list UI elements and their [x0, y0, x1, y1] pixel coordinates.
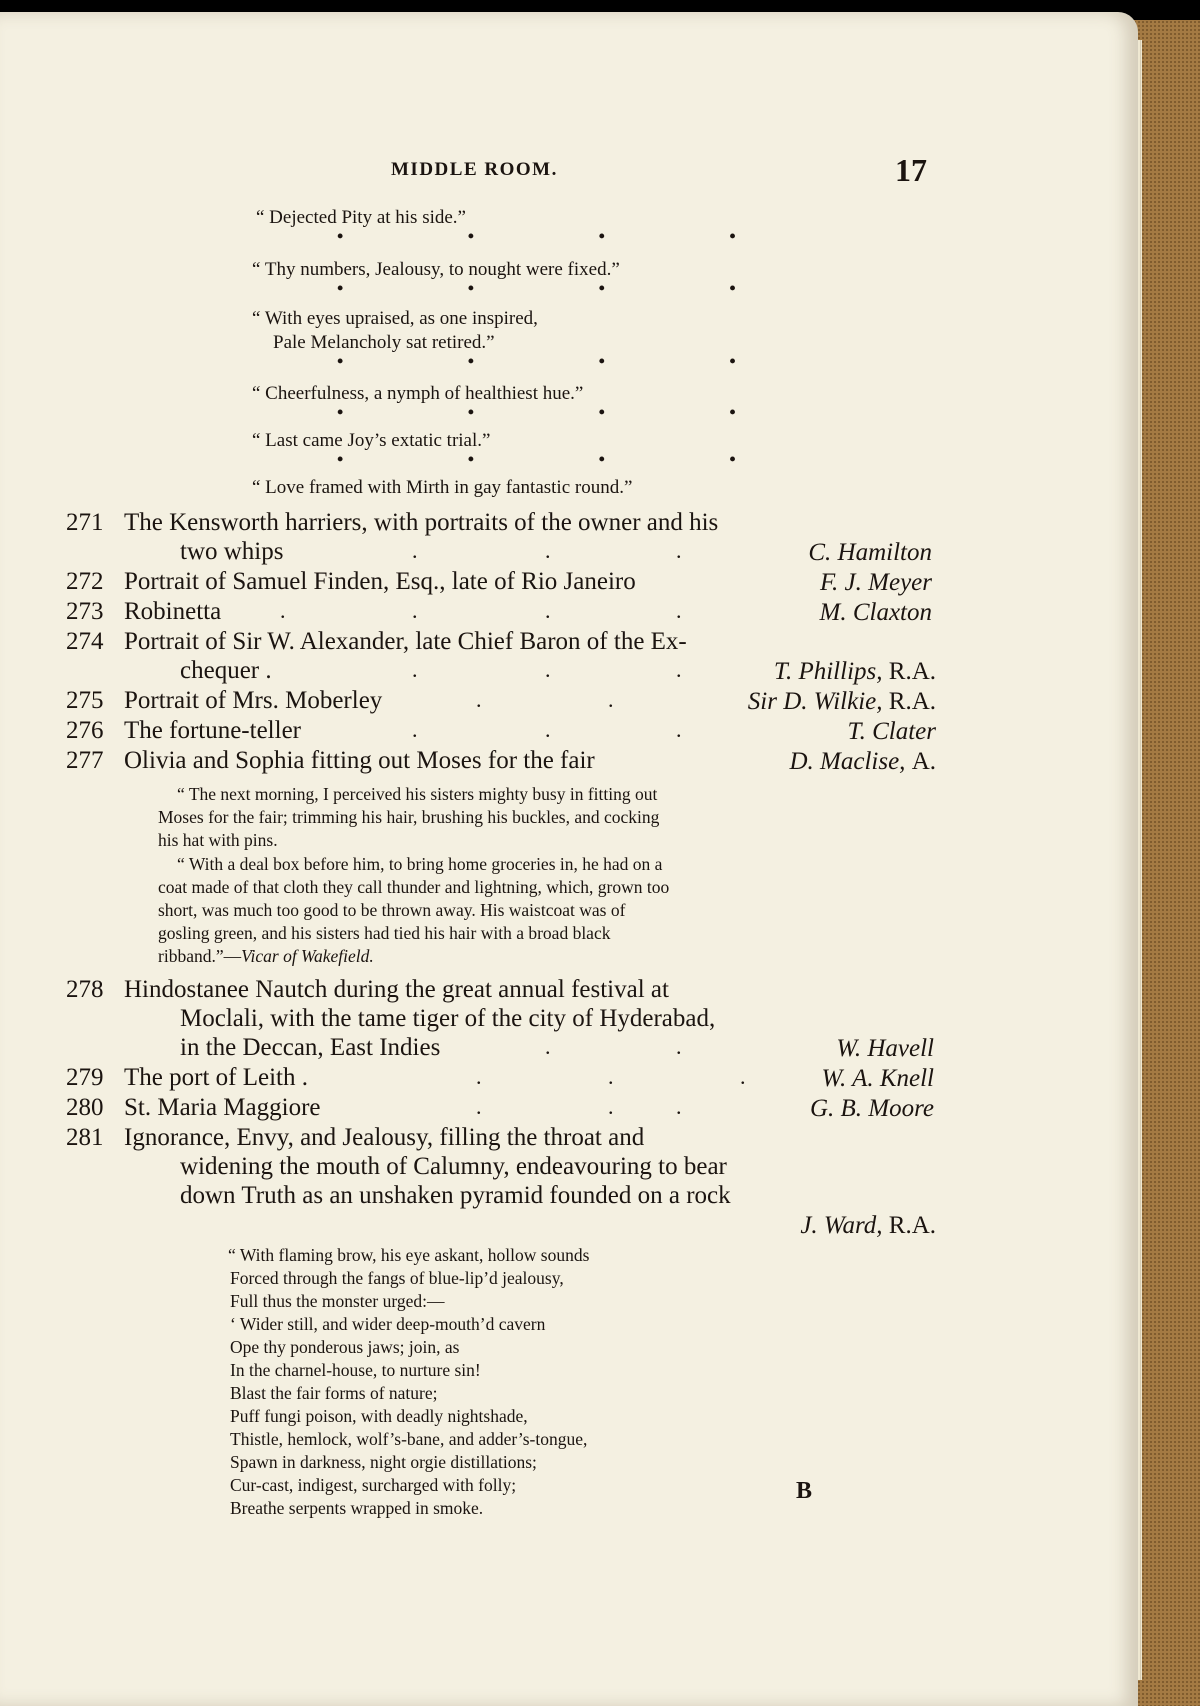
note-line: gosling green, and his sisters had tied his hair with a broad black — [158, 923, 611, 943]
leader-dot: . — [608, 1064, 614, 1089]
quote-line: “ Dejected Pity at his side.” — [256, 207, 466, 228]
entry-title: down Truth as an unshaken pyramid founded on a rock — [180, 1182, 731, 1209]
quote-line: “ Love framed with Mirth in gay fantastic round.” — [252, 477, 633, 498]
entry-number: 274 — [66, 628, 104, 655]
book-page — [0, 12, 1138, 1706]
poem-line: Ope thy ponderous jaws; join, as — [230, 1337, 460, 1357]
entry-title: Portrait of Samuel Finden, Esq., late of Rio Janeiro — [124, 568, 636, 595]
note-line: his hat with pins. — [158, 830, 278, 850]
entry-number: 275 — [66, 687, 104, 714]
artist-name: F. J. Meyer — [820, 569, 932, 596]
poem-line: In the charnel-house, to nurture sin! — [230, 1360, 481, 1380]
ellipsis-dots: • • • • — [337, 402, 796, 422]
entry-number: 280 — [66, 1094, 104, 1121]
leader-dot: . — [676, 1034, 682, 1059]
leader-dot: . — [676, 1094, 682, 1119]
entry-title: Moclali, with the tame tiger of the city of Hyderabad, — [180, 1005, 716, 1032]
entry-title: The port of Leith . — [124, 1064, 308, 1091]
entry-title: widening the mouth of Calumny, endeavouring to bear — [180, 1153, 727, 1180]
artist-name: G. B. Moore — [809, 1095, 934, 1122]
entry-title: The Kensworth harriers, with portraits of the owner and his — [124, 509, 719, 536]
entry-title: Robinetta — [124, 598, 222, 625]
note-line: coat made of that cloth they call thunder and lightning, which, grown too — [158, 877, 670, 897]
poem-line: Thistle, hemlock, wolf’s-bane, and adder’s-tongue, — [230, 1429, 588, 1449]
poem-line: Breathe serpents wrapped in smoke. — [230, 1498, 484, 1518]
entry-number: 272 — [66, 568, 104, 595]
quote-line: “ With eyes upraised, as one inspired, — [252, 308, 538, 329]
signature-mark: B — [796, 1478, 813, 1504]
note-line: “ With a deal box before him, to bring home groceries in, he had on a — [177, 854, 663, 874]
poem-line: Spawn in darkness, night orgie distillations; — [230, 1452, 537, 1472]
leader-dot: . — [476, 1064, 482, 1089]
poem-line: ‘ Wider still, and wider deep-mouth’d cavern — [230, 1314, 546, 1334]
entry-title: chequer . — [180, 657, 272, 684]
ellipsis-dots: • • • • — [337, 226, 796, 246]
artist-name: W. Havell — [836, 1035, 934, 1062]
entry-number: 273 — [66, 598, 104, 625]
leader-dot: . — [545, 1034, 551, 1059]
quote-line: “ Thy numbers, Jealousy, to nought were fixed.” — [252, 259, 620, 280]
note-line: short, was much too good to be thrown away. His waistcoat was of — [158, 900, 626, 920]
entry-title: The fortune-teller — [124, 717, 301, 744]
leader-dot: . — [412, 598, 418, 623]
poem-line: Full thus the monster urged:— — [230, 1291, 445, 1311]
poem-line: Forced through the fangs of blue-lip’d jealousy, — [230, 1268, 564, 1288]
leader-dot: . — [740, 1064, 746, 1089]
artist-name: T. Phillips, R.A. — [773, 658, 936, 685]
entry-title: Hindostanee Nautch during the great annual festival at — [124, 976, 669, 1003]
artist-name: C. Hamilton — [808, 539, 932, 566]
artist-name: J. Ward, R.A. — [800, 1212, 936, 1239]
artist-name: D. Maclise, A. — [789, 748, 936, 775]
entry-title: Olivia and Sophia fitting out Moses for the fair — [124, 747, 595, 774]
leader-dot: . — [676, 717, 682, 742]
entry-number: 279 — [66, 1064, 104, 1091]
note-line: “ The next morning, I perceived his sisters mighty busy in fitting out — [177, 784, 658, 804]
entry-number: 277 — [66, 747, 104, 774]
poem-line: Puff fungi poison, with deadly nightshade, — [230, 1406, 528, 1426]
leader-dot: . — [608, 1094, 614, 1119]
leader-dot: . — [545, 717, 551, 742]
entry-number: 271 — [66, 509, 104, 536]
artist-name: W. A. Knell — [821, 1065, 934, 1092]
quote-source: Vicar of Wakefield. — [241, 946, 374, 966]
artist-name: T. Clater — [847, 718, 936, 745]
ellipsis-dots: • • • • — [337, 278, 796, 298]
poem-line: Blast the fair forms of nature; — [230, 1383, 438, 1403]
quote-line: Pale Melancholy sat retired.” — [273, 332, 495, 353]
leader-dot: . — [280, 598, 286, 623]
note-line: ribband.”—Vicar of Wakefield. — [158, 946, 374, 966]
ellipsis-dots: • • • • — [337, 449, 796, 469]
entry-number: 278 — [66, 976, 104, 1003]
leader-dot: . — [676, 538, 682, 563]
note-line: Moses for the fair; trimming his hair, brushing his buckles, and cocking — [158, 807, 660, 827]
entry-title: Ignorance, Envy, and Jealousy, filling the throat and — [124, 1124, 645, 1151]
artist-name: M. Claxton — [819, 599, 932, 626]
entry-number: 281 — [66, 1124, 104, 1151]
artist-name: Sir D. Wilkie, R.A. — [747, 688, 936, 715]
entry-title: St. Maria Maggiore — [124, 1094, 321, 1121]
poem-line: “ With flaming brow, his eye askant, hollow sounds — [228, 1245, 590, 1265]
poem-line: Cur-cast, indigest, surcharged with folly; — [230, 1475, 517, 1495]
entry-title: in the Deccan, East Indies — [180, 1034, 441, 1061]
page-number: 17 — [895, 152, 927, 188]
leader-dot: . — [545, 538, 551, 563]
leader-dot: . — [476, 1094, 482, 1119]
leader-dot: . — [545, 657, 551, 682]
leader-dot: . — [676, 657, 682, 682]
leader-dot: . — [412, 538, 418, 563]
leader-dot: . — [545, 598, 551, 623]
entry-number: 276 — [66, 717, 104, 744]
entry-title: Portrait of Sir W. Alexander, late Chief Baron of the Ex- — [124, 628, 687, 655]
leader-dot: . — [608, 687, 614, 712]
page-header: MIDDLE ROOM. — [391, 159, 558, 180]
leader-dot: . — [676, 598, 682, 623]
entry-title: Portrait of Mrs. Moberley — [124, 687, 383, 714]
leader-dot: . — [476, 687, 482, 712]
quote-line: “ Last came Joy’s extatic trial.” — [252, 430, 491, 451]
leader-dot: . — [412, 657, 418, 682]
leader-dot: . — [412, 717, 418, 742]
ellipsis-dots: • • • • — [337, 351, 796, 371]
quote-line: “ Cheerfulness, a nymph of healthiest hue.” — [252, 383, 584, 404]
entry-title: two whips — [180, 538, 284, 565]
